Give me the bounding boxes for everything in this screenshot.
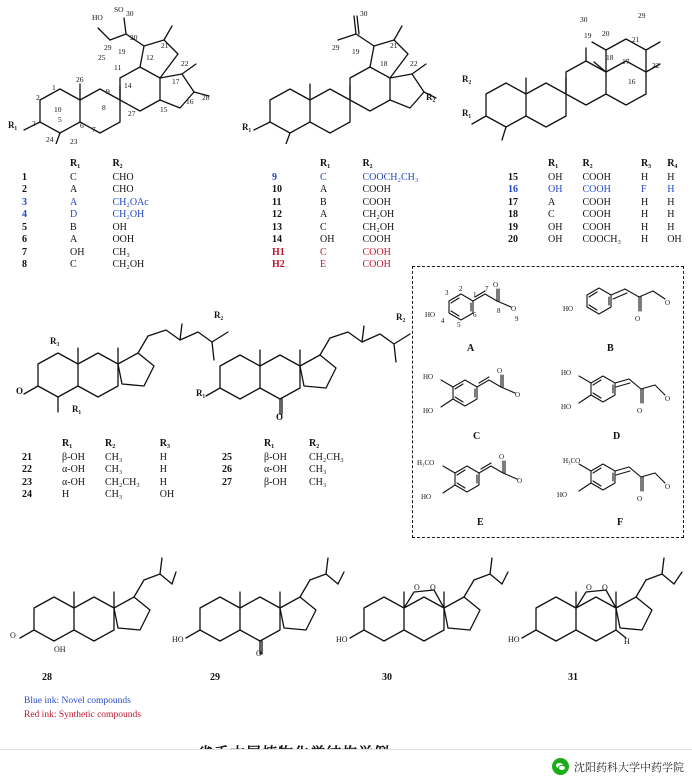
substituent-table-4 bbox=[22, 438, 180, 502]
table-row: 1 C CHO bbox=[22, 171, 134, 183]
structure-29 bbox=[172, 546, 348, 656]
svg-text:O: O bbox=[256, 649, 262, 656]
svg-text:O: O bbox=[430, 583, 436, 592]
t5-h2: R₂ bbox=[309, 438, 320, 449]
svg-text:19: 19 bbox=[352, 47, 360, 56]
legend-red: Red ink: Synthetic compounds bbox=[24, 710, 141, 720]
wechat-icon bbox=[552, 758, 569, 775]
svg-text:O: O bbox=[635, 315, 641, 323]
svg-text:1: 1 bbox=[473, 291, 477, 299]
footer-bar bbox=[0, 749, 692, 784]
svg-text:HO: HO bbox=[423, 407, 434, 415]
svg-text:R₁: R₁ bbox=[8, 120, 18, 130]
t4-h3: R₃ bbox=[159, 438, 171, 449]
svg-text:R₁: R₁ bbox=[196, 388, 206, 398]
svg-text:29: 29 bbox=[104, 43, 112, 52]
t1-h2: R₂ bbox=[112, 158, 123, 169]
svg-text:21: 21 bbox=[632, 35, 640, 44]
svg-text:4: 4 bbox=[441, 317, 445, 325]
svg-text:8: 8 bbox=[102, 103, 106, 112]
svg-text:HO: HO bbox=[508, 635, 520, 644]
svg-text:O: O bbox=[497, 367, 503, 375]
acyl-C bbox=[423, 365, 547, 429]
svg-text:HO: HO bbox=[557, 491, 568, 499]
svg-text:21: 21 bbox=[161, 41, 169, 50]
table-row: 27 β-OH CH₃ bbox=[222, 476, 327, 488]
table-row: 5 B OH bbox=[22, 221, 127, 233]
substituent-table-5 bbox=[222, 438, 350, 489]
table-row: 7 OH CH₃ bbox=[22, 246, 130, 258]
table-row: 9 C COOCH₂CH₃ bbox=[272, 171, 419, 183]
svg-text:18: 18 bbox=[606, 53, 614, 62]
svg-text:O: O bbox=[665, 483, 671, 491]
table-row: 13 C CH₂OH bbox=[272, 221, 395, 233]
t1-h0 bbox=[22, 158, 48, 172]
svg-text:5: 5 bbox=[457, 321, 461, 329]
acyl-A-label: A bbox=[467, 343, 475, 354]
svg-text:3: 3 bbox=[32, 119, 36, 128]
svg-text:5: 5 bbox=[58, 115, 62, 124]
table-row: 12 A CH₂OH bbox=[272, 209, 395, 220]
structure-28 bbox=[10, 546, 180, 656]
svg-text:30: 30 bbox=[126, 9, 134, 18]
compound-number-30: 30 bbox=[382, 672, 392, 683]
svg-text:25: 25 bbox=[98, 53, 106, 62]
table-row: 20 OH COOCH₃ H OH bbox=[508, 234, 682, 245]
table-row: H2 E COOH bbox=[272, 259, 391, 270]
svg-text:HO: HO bbox=[561, 403, 572, 411]
structure-5 bbox=[196, 284, 416, 420]
table-row: 8 C CH₂OH bbox=[22, 259, 145, 270]
svg-text:O: O bbox=[586, 583, 592, 592]
t5-h0 bbox=[222, 438, 248, 452]
t2-h1: R₁ bbox=[320, 158, 331, 169]
svg-text:H₃CO: H₃CO bbox=[563, 457, 581, 465]
svg-text:O: O bbox=[499, 453, 505, 461]
svg-text:14: 14 bbox=[124, 81, 132, 90]
acyl-D-label: D bbox=[613, 431, 621, 442]
svg-text:O: O bbox=[517, 477, 523, 485]
svg-text:16: 16 bbox=[186, 97, 194, 106]
svg-text:8: 8 bbox=[497, 307, 501, 315]
table-row: 19 OH COOH H H bbox=[508, 221, 675, 233]
table-row: 23 α-OH CH₂CH₃ H bbox=[22, 476, 168, 488]
svg-text:29: 29 bbox=[638, 11, 646, 20]
t4-h1: R₁ bbox=[62, 438, 73, 449]
legend bbox=[24, 694, 141, 722]
t3-h0 bbox=[508, 158, 534, 172]
t5-h1: R₁ bbox=[264, 438, 275, 449]
svg-text:26: 26 bbox=[76, 75, 84, 84]
table-row: H1 C COOH bbox=[272, 246, 391, 258]
svg-text:17: 17 bbox=[622, 57, 630, 66]
svg-text:2: 2 bbox=[36, 93, 40, 102]
svg-text:R₂: R₂ bbox=[214, 310, 224, 320]
table-row: 11 B COOH bbox=[272, 196, 391, 208]
table-row: 16 OH COOH F H bbox=[508, 184, 675, 195]
svg-text:10: 10 bbox=[54, 105, 62, 114]
table-row: 21 β-OH CH₃ H bbox=[22, 451, 168, 463]
table-row: 18 C COOH H H bbox=[508, 209, 675, 220]
structure-31 bbox=[508, 546, 686, 656]
svg-text:9: 9 bbox=[106, 87, 110, 96]
svg-text:R₁: R₁ bbox=[462, 108, 472, 118]
svg-text:HO: HO bbox=[92, 13, 103, 22]
svg-text:6: 6 bbox=[473, 311, 477, 319]
t3-h3: R₃ bbox=[640, 158, 652, 169]
t3-h2: R₂ bbox=[582, 158, 593, 169]
t2-h0 bbox=[272, 158, 298, 172]
svg-text:O: O bbox=[665, 395, 671, 403]
svg-text:O: O bbox=[16, 386, 24, 396]
t1-h1: R₁ bbox=[70, 158, 81, 169]
svg-text:H₃CO: H₃CO bbox=[417, 459, 435, 467]
compound-number-29: 29 bbox=[210, 672, 220, 683]
svg-text:H: H bbox=[624, 637, 630, 646]
svg-text:20: 20 bbox=[602, 29, 610, 38]
svg-text:O: O bbox=[276, 412, 284, 420]
svg-text:O: O bbox=[511, 305, 517, 313]
svg-text:7: 7 bbox=[92, 125, 96, 134]
svg-text:HO: HO bbox=[172, 635, 184, 644]
svg-text:O: O bbox=[637, 495, 643, 503]
svg-text:23: 23 bbox=[70, 137, 78, 144]
svg-text:29: 29 bbox=[332, 43, 340, 52]
svg-text:HO: HO bbox=[561, 369, 572, 377]
table-row: 6 A OOH bbox=[22, 234, 135, 245]
svg-text:O: O bbox=[493, 281, 499, 289]
svg-text:11: 11 bbox=[114, 63, 122, 72]
svg-text:R₂: R₂ bbox=[396, 312, 406, 322]
svg-text:R₁: R₁ bbox=[242, 122, 252, 132]
table-row: 10 A COOH bbox=[272, 184, 391, 195]
svg-text:22: 22 bbox=[410, 59, 418, 68]
t2-h2: R₂ bbox=[362, 158, 373, 169]
svg-text:12: 12 bbox=[146, 53, 154, 62]
t3-h4: R₄ bbox=[667, 158, 678, 169]
table-row: 3 A CH₂OAc bbox=[22, 196, 149, 208]
svg-text:O: O bbox=[602, 583, 608, 592]
svg-text:1: 1 bbox=[52, 83, 56, 92]
svg-text:R₁: R₁ bbox=[72, 404, 82, 414]
svg-text:7: 7 bbox=[485, 285, 489, 293]
svg-text:HO: HO bbox=[423, 373, 434, 381]
wechat-account-name: 沈阳药科大学中药学院 bbox=[574, 760, 684, 774]
svg-text:2: 2 bbox=[459, 285, 463, 293]
svg-text:O: O bbox=[515, 391, 521, 399]
acyl-F bbox=[557, 453, 687, 515]
svg-text:24: 24 bbox=[46, 135, 54, 144]
svg-text:27: 27 bbox=[128, 109, 136, 118]
structure-1 bbox=[6, 4, 236, 144]
svg-text:17: 17 bbox=[172, 77, 180, 86]
table-row: 25 β-OH CH₂CH₃ bbox=[222, 451, 344, 463]
table-row: 26 α-OH CH₃ bbox=[222, 464, 327, 475]
svg-text:O: O bbox=[637, 407, 643, 415]
svg-text:6: 6 bbox=[80, 121, 84, 130]
svg-text:19: 19 bbox=[584, 31, 592, 40]
table-row: 22 α-OH CH₃ H bbox=[22, 464, 168, 475]
svg-text:21: 21 bbox=[390, 41, 398, 50]
svg-text:R₂: R₂ bbox=[462, 74, 472, 84]
svg-text:HO: HO bbox=[425, 311, 436, 319]
substituent-table-3 bbox=[508, 158, 688, 247]
compound-number-31: 31 bbox=[568, 672, 578, 683]
table-row: 24 H CH₃ OH bbox=[22, 489, 175, 500]
structure-30 bbox=[336, 546, 512, 656]
phenolic-acid-box bbox=[412, 266, 684, 538]
acyl-D bbox=[561, 365, 685, 429]
table-row: 4 D CH₂OH bbox=[22, 209, 145, 220]
svg-text:30: 30 bbox=[580, 15, 588, 24]
svg-text:HO: HO bbox=[421, 493, 432, 501]
legend-blue: Blue ink: Novel compounds bbox=[24, 696, 131, 706]
svg-text:R₂: R₂ bbox=[426, 92, 436, 102]
svg-text:O: O bbox=[665, 299, 671, 307]
t4-h0 bbox=[22, 438, 48, 452]
svg-text:18: 18 bbox=[380, 59, 388, 68]
compound-number-28: 28 bbox=[42, 672, 52, 683]
svg-text:O: O bbox=[10, 631, 16, 640]
wechat-account[interactable] bbox=[552, 758, 684, 775]
acyl-F-label: F bbox=[617, 517, 624, 528]
svg-text:HO: HO bbox=[336, 635, 348, 644]
svg-text:20: 20 bbox=[130, 33, 138, 42]
acyl-B bbox=[561, 277, 679, 337]
t3-h1: R₁ bbox=[548, 158, 559, 169]
acyl-A bbox=[423, 277, 543, 337]
substituent-table-1 bbox=[22, 158, 155, 272]
svg-text:9: 9 bbox=[515, 315, 519, 323]
svg-text:22: 22 bbox=[181, 59, 189, 68]
table-row: 15 OH COOH H H bbox=[508, 171, 675, 183]
table-row: 2 A CHO bbox=[22, 184, 134, 195]
acyl-E-label: E bbox=[477, 517, 484, 528]
svg-text:3: 3 bbox=[445, 289, 449, 297]
svg-text:30: 30 bbox=[360, 9, 368, 18]
acyl-C-label: C bbox=[473, 431, 481, 442]
svg-text:19: 19 bbox=[118, 47, 126, 56]
structure-3 bbox=[462, 2, 688, 142]
svg-text:28: 28 bbox=[202, 93, 210, 102]
substituent-table-2 bbox=[272, 158, 424, 272]
svg-text:15: 15 bbox=[160, 105, 168, 114]
structure-2 bbox=[240, 4, 440, 144]
svg-text:O: O bbox=[414, 583, 420, 592]
svg-text:R₃: R₃ bbox=[50, 336, 60, 346]
t4-h2: R₂ bbox=[105, 438, 116, 449]
svg-text:16: 16 bbox=[628, 77, 636, 86]
svg-text:22: 22 bbox=[652, 61, 660, 70]
acyl-E bbox=[417, 453, 551, 515]
svg-text:SO: SO bbox=[114, 5, 124, 14]
svg-text:OH: OH bbox=[54, 645, 66, 654]
acyl-B-label: B bbox=[607, 343, 614, 354]
table-row: 17 A COOH H H bbox=[508, 196, 675, 208]
svg-text:HO: HO bbox=[563, 305, 574, 313]
table-row: 14 OH COOH bbox=[272, 234, 391, 245]
